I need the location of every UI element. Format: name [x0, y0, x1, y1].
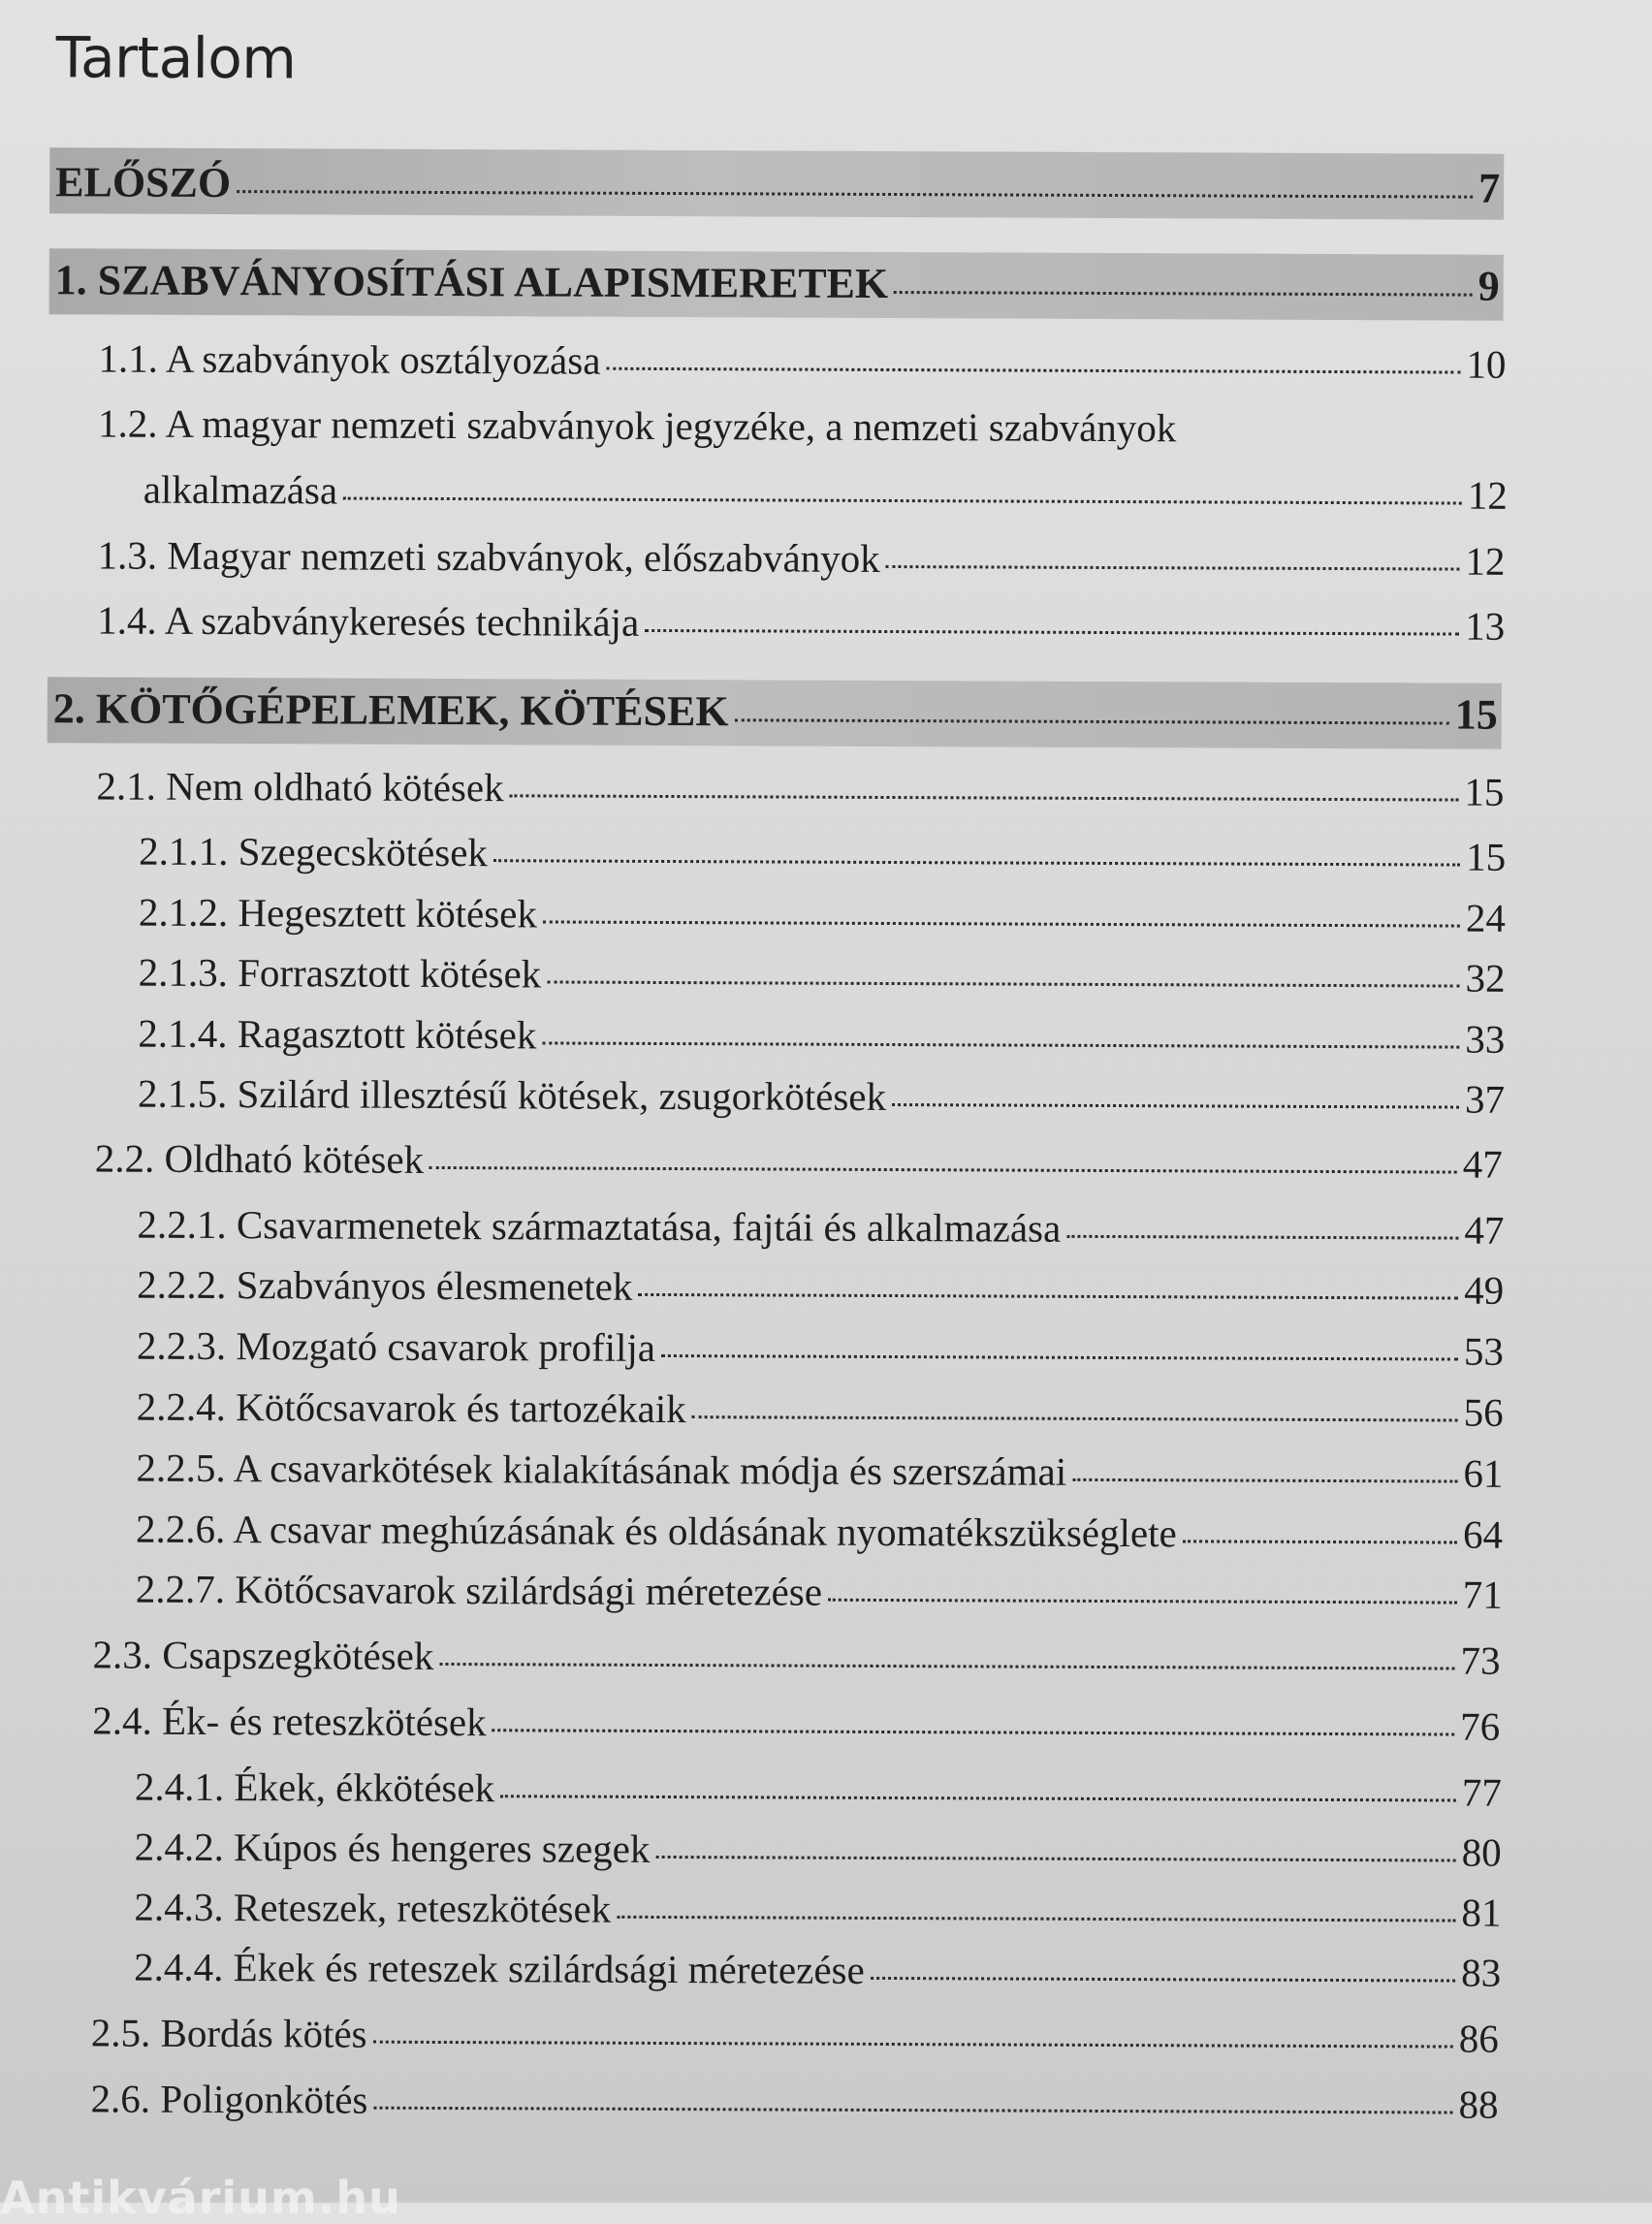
toc-page-number: 53 [1463, 1328, 1505, 1374]
dot-leader [373, 2107, 1452, 2114]
toc-entry-2-1-3[interactable] [139, 949, 1506, 1001]
dot-leader [542, 1041, 1459, 1048]
toc-page-number: 88 [1458, 2081, 1499, 2127]
toc-page-number: 37 [1464, 1076, 1506, 1122]
toc-page-number: 81 [1461, 1890, 1502, 1935]
toc-entry-chapter-2[interactable] [53, 683, 1498, 740]
dot-leader [1183, 1540, 1457, 1543]
toc-page-number: 64 [1463, 1511, 1504, 1557]
toc-page-number: 77 [1461, 1769, 1503, 1815]
toc-entry-2-4[interactable] [92, 1697, 1500, 1749]
toc-page-number: 71 [1462, 1572, 1503, 1617]
toc-entry-2-2-5[interactable] [136, 1445, 1503, 1497]
toc-page-number: 33 [1465, 1016, 1506, 1062]
toc-page-number: 49 [1464, 1267, 1505, 1313]
toc-entry-2-6[interactable] [90, 2075, 1498, 2127]
toc-label: 2.2.7. Kötőcsavarok szilárdsági méretezése [135, 1566, 823, 1614]
toc-label: 2.1.2. Hegesztett kötések [138, 889, 538, 937]
toc-entry-2-4-4[interactable] [134, 1944, 1501, 1996]
toc-entry-2-3[interactable] [92, 1631, 1500, 1683]
toc-entry-2-2[interactable] [95, 1134, 1503, 1187]
toc-label: ELŐSZÓ [55, 158, 232, 207]
toc-entry-2-2-3[interactable] [137, 1322, 1504, 1375]
dot-leader [735, 718, 1449, 724]
toc-label: 1. SZABVÁNYOSÍTÁSI ALAPISMERETEK [54, 256, 889, 308]
dot-leader [617, 1916, 1455, 1922]
toc-page-number: 73 [1460, 1637, 1501, 1683]
toc-page-number: 13 [1465, 603, 1506, 649]
dot-leader [638, 1293, 1458, 1300]
toc-page-number: 15 [1466, 834, 1507, 879]
dot-leader [543, 920, 1460, 927]
dot-leader [1072, 1478, 1457, 1483]
dot-leader [439, 1663, 1454, 1670]
toc-label: 2.2.3. Mozgató csavarok profilja [136, 1322, 656, 1370]
dot-leader [892, 1103, 1459, 1109]
dot-leader [871, 1977, 1455, 1983]
watermark: Antikvárium.hu [0, 2172, 401, 2224]
toc-label: 2.2. Oldható kötések [94, 1135, 425, 1182]
dot-leader [237, 190, 1473, 199]
toc-page-number: 76 [1460, 1703, 1501, 1749]
toc-page-number: 32 [1465, 955, 1506, 1001]
toc-label: 2.2.6. A csavar meghúzásának és oldásának nyomatékszükséglete [136, 1506, 1177, 1556]
dot-leader [886, 565, 1460, 571]
toc-page-number: 10 [1466, 341, 1507, 387]
toc-label: 2.4.1. Ékek, ékkötések [134, 1763, 495, 1811]
toc-entry-1-1[interactable] [98, 334, 1506, 387]
toc-entry-2-4-1[interactable] [135, 1763, 1502, 1816]
toc-page-number: 12 [1465, 538, 1506, 584]
toc-entry-1-2-line1[interactable]: 1.2. A magyar nemzeti szabványok jegyzéke, a nemzeti szabványok [97, 400, 1177, 451]
toc-entry-1-2[interactable] [143, 466, 1508, 519]
dot-leader [692, 1415, 1458, 1421]
toc-label: 2.2.1. Csavarmenetek származtatása, fajtái és alkalmazása [137, 1201, 1062, 1251]
dot-leader [343, 497, 1462, 505]
toc-page-number: 12 [1467, 472, 1508, 518]
toc-entry-2-1-4[interactable] [138, 1010, 1505, 1063]
toc-label: 2.1.5. Szilárd illesztésű kötések, zsugorkötések [137, 1070, 887, 1119]
toc-label: 1.1. A szabványok osztályozása [98, 335, 601, 383]
toc-page-number: 47 [1464, 1207, 1505, 1253]
toc-entry-chapter-1[interactable] [55, 255, 1500, 311]
toc-page-number: 9 [1477, 262, 1500, 310]
toc-label: 2.3. Csapszegkötések [92, 1632, 434, 1678]
toc-entry-1-4[interactable] [97, 596, 1505, 649]
toc-label: 2.5. Bordás kötés [90, 2010, 367, 2056]
dot-leader [492, 1729, 1455, 1735]
toc-label: 2.2.2. Szabványos élesmenetek [137, 1261, 633, 1309]
dot-leader [645, 629, 1459, 636]
toc-label: 2.4. Ék- és reteszkötések [92, 1698, 487, 1745]
toc-entry-2-1-1[interactable] [139, 828, 1506, 880]
dot-leader [606, 367, 1460, 374]
toc-label: 2. KÖTŐGÉPELEMEK, KÖTÉSEK [52, 684, 729, 736]
toc-entry-2-1-2[interactable] [139, 889, 1506, 941]
toc-entry-1-3[interactable] [97, 531, 1505, 584]
toc-entry-2-2-4[interactable] [137, 1383, 1504, 1436]
toc-label: 2.4.3. Reteszek, reteszkötések [134, 1884, 612, 1931]
toc-page-number: 24 [1465, 895, 1506, 940]
toc-label: 2.1.1. Szegecskötések [139, 828, 489, 875]
dot-leader [429, 1166, 1457, 1174]
dot-leader [655, 1856, 1455, 1862]
dot-leader [828, 1599, 1457, 1604]
dot-leader [547, 980, 1459, 987]
toc-entry-2-2-6[interactable] [136, 1506, 1503, 1558]
toc-label: 2.2.5. A csavarkötések kialakításának módja és szerszámai [136, 1445, 1067, 1494]
toc-entry-2-4-2[interactable] [135, 1824, 1502, 1876]
toc-page-number: 61 [1463, 1450, 1504, 1496]
toc-entry-2-2-1[interactable] [137, 1201, 1504, 1254]
toc-entry-2-2-2[interactable] [137, 1261, 1504, 1314]
toc-label: 2.2.4. Kötőcsavarok és tartozékaik [136, 1383, 686, 1432]
toc-page-number: 15 [1464, 769, 1505, 814]
toc-entry-2-1-5[interactable] [138, 1070, 1505, 1123]
toc-entry-2-1[interactable] [96, 762, 1504, 814]
toc-entry-2-4-3[interactable] [134, 1884, 1501, 1936]
page-title: Tartalom [55, 24, 297, 92]
toc-page-number: 83 [1461, 1950, 1502, 1995]
toc-page-number: 7 [1478, 164, 1501, 212]
toc-page-number: 56 [1463, 1389, 1504, 1435]
toc-page-number: 15 [1454, 690, 1498, 739]
dot-leader [510, 794, 1459, 801]
toc-label: 1.3. Magyar nemzeti szabványok, előszabványok [97, 532, 880, 581]
toc-entry-2-2-7[interactable] [136, 1566, 1503, 1618]
toc-entry-preface[interactable] [55, 157, 1500, 213]
dot-leader [373, 2041, 1453, 2049]
toc-label: 2.4.4. Ékek és reteszek szilárdsági méretezése [134, 1944, 865, 1992]
toc-label: alkalmazása [143, 466, 338, 513]
toc-label: 1.4. A szabványkeresés technikája [97, 597, 640, 645]
dot-leader [493, 859, 1460, 866]
toc-page-number: 47 [1462, 1141, 1503, 1187]
dot-leader [1066, 1235, 1458, 1240]
toc-page-number: 86 [1458, 2016, 1499, 2061]
toc-label: 2.1.3. Forrasztott kötések [138, 949, 542, 997]
dot-leader [894, 291, 1473, 297]
toc-label: 2.1. Nem oldható kötések [96, 763, 504, 810]
toc-label: 2.6. Poligonkötés [90, 2076, 368, 2122]
dot-leader [661, 1354, 1458, 1361]
dot-leader [500, 1795, 1456, 1801]
toc-label: 2.4.2. Kúpos és hengeres szegek [134, 1824, 651, 1871]
toc-page-number: 80 [1461, 1829, 1502, 1875]
toc-label: 2.1.4. Ragasztott kötések [138, 1010, 537, 1058]
toc-entry-2-5[interactable] [91, 2009, 1499, 2061]
